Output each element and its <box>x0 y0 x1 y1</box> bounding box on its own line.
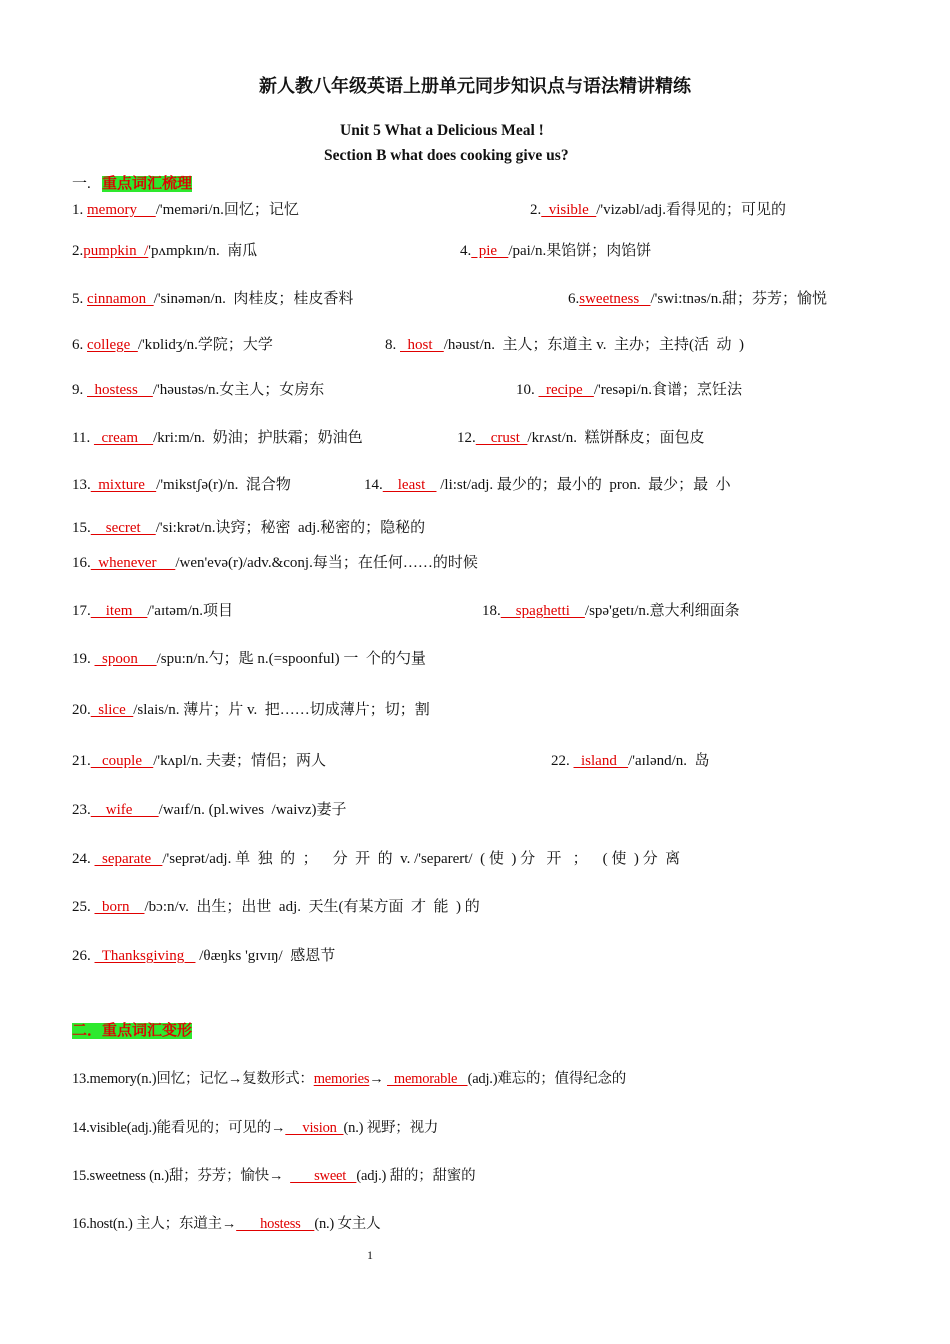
vocab-answer: memory <box>87 202 156 218</box>
section-heading-vocab <box>72 172 192 193</box>
form-prompt: 15.sweetness (n.)甜；芬芳；愉快→ <box>72 1168 291 1184</box>
vocab-answer: cream <box>93 430 154 446</box>
vocab-definition: /waɪf/n. (pl.wives /waivz)妻子 <box>158 802 347 818</box>
vocab-number: 18. <box>482 603 501 619</box>
vocab-item <box>72 239 257 260</box>
section-title: Section B what does cooking give us? <box>324 147 569 164</box>
vocab-answer: cinnamon <box>87 291 154 307</box>
vocab-definition: /θæŋks 'gɪvɪŋ/ 感恩节 <box>195 948 336 964</box>
vocab-answer: separate <box>94 851 163 867</box>
vocab-definition: /'kʌpl/n. 夫妻；情侣；两人 <box>153 753 326 769</box>
vocab-answer: pumpkin / <box>83 243 149 259</box>
vocab-item <box>72 847 680 868</box>
vocab-number: 16. <box>72 555 91 571</box>
vocab-item <box>72 198 299 219</box>
vocab-item <box>516 378 742 399</box>
form-answer: hostess <box>236 1216 315 1232</box>
vocab-answer: island <box>573 753 629 769</box>
vocab-definition: /pai/n.果馅饼；肉馅饼 <box>508 243 652 259</box>
page-number: 1 <box>367 1248 373 1262</box>
vocab-item <box>72 516 425 537</box>
vocab-answer: recipe <box>538 382 594 398</box>
vocab-answer: slice <box>90 702 134 718</box>
vocab-item <box>385 333 744 354</box>
word-form-item <box>72 1067 626 1088</box>
vocab-item <box>72 378 324 399</box>
vocab-number: 5. <box>72 291 87 307</box>
form-definition: (adj.) 甜的；甜蜜的 <box>356 1168 476 1184</box>
vocab-number: 10. <box>516 382 539 398</box>
vocab-answer: college <box>87 337 138 353</box>
vocab-item <box>72 287 353 308</box>
vocab-answer: mixture <box>90 477 157 493</box>
vocab-item <box>530 198 786 219</box>
vocab-definition: /'seprət/adj. 单 独 的 ； 分 开 的 v. /'separert/ ( 使 ) 分 开 ； ( 使 ) 分 离 <box>162 851 681 867</box>
vocab-definition: /'aɪlənd/n. 岛 <box>628 753 710 769</box>
word-form-item <box>72 1212 380 1233</box>
vocab-answer: pie <box>471 243 509 259</box>
vocab-item <box>568 287 827 308</box>
vocab-answer: Thanksgiving <box>94 948 196 964</box>
vocab-answer: spaghetti <box>500 603 585 619</box>
vocab-item <box>457 426 705 447</box>
vocab-answer: hostess <box>87 382 153 398</box>
vocab-number: 2. <box>530 202 542 218</box>
word-form-item <box>72 1164 475 1185</box>
vocab-number: 9. <box>72 382 87 398</box>
vocab-item <box>72 333 273 354</box>
vocab-number: 4. <box>460 243 472 259</box>
form-arrow: → <box>369 1071 388 1087</box>
vocab-item <box>72 473 291 494</box>
vocab-definition: /spə'getɪ/n.意大利细面条 <box>584 603 740 619</box>
vocab-definition: /'mikstʃə(r)/n. 混合物 <box>156 477 291 493</box>
vocab-definition: /'swi:tnəs/n.甜；芬芳；愉悦 <box>650 291 827 307</box>
vocab-item <box>72 698 430 719</box>
vocab-number: 24. <box>72 851 95 867</box>
vocab-number: 13. <box>72 477 91 493</box>
vocab-answer: secret <box>90 520 156 536</box>
vocab-item <box>72 599 233 620</box>
form-definition: (n.) 视野；视力 <box>343 1120 439 1136</box>
form-answer: memories <box>313 1071 370 1087</box>
vocab-item <box>551 749 710 770</box>
vocab-number: 22. <box>551 753 574 769</box>
vocab-answer: wife <box>90 802 159 818</box>
vocab-answer: least <box>382 477 437 493</box>
vocab-number: 15. <box>72 520 91 536</box>
vocab-number: 17. <box>72 603 91 619</box>
vocab-definition: /wen'evə(r)/adv.&conj.每当；在任何……的时候 <box>175 555 478 571</box>
vocab-answer: couple <box>90 753 154 769</box>
form-answer: memorable <box>387 1071 468 1087</box>
document-title: 新人教八年级英语上册单元同步知识点与语法精讲精练 <box>259 76 691 96</box>
vocab-number: 6. <box>72 337 87 353</box>
vocab-number: 6. <box>568 291 580 307</box>
vocab-item <box>72 551 478 572</box>
vocab-definition: /'meməri/n.回忆；记忆 <box>155 202 299 218</box>
form-definition: (adj.)难忘的；值得纪念的 <box>467 1071 627 1087</box>
vocab-definition: /'sinəmən/n. 肉桂皮；桂皮香料 <box>153 291 354 307</box>
vocab-answer: born <box>94 899 145 915</box>
vocab-number: 20. <box>72 702 91 718</box>
vocab-item <box>72 895 480 916</box>
vocab-item <box>460 239 651 260</box>
vocab-definition: /krʌst/n. 糕饼酥皮；面包皮 <box>527 430 705 446</box>
vocab-answer: whenever <box>90 555 176 571</box>
vocab-definition: /kri:m/n. 奶油；护肤霜；奶油色 <box>153 430 363 446</box>
vocab-definition: /'aɪtəm/n.项目 <box>147 603 234 619</box>
section-heading-forms <box>72 1019 192 1040</box>
vocab-answer: spoon <box>94 651 157 667</box>
vocab-number: 25. <box>72 899 95 915</box>
vocab-item <box>482 599 740 620</box>
vocab-number: 1. <box>72 202 87 218</box>
vocab-number: 2. <box>72 243 84 259</box>
section-label: 二．重点词汇变形 <box>72 1023 193 1039</box>
form-prompt: 14.visible(adj.)能看见的；可见的→ <box>72 1120 286 1136</box>
vocab-definition: /slais/n. 薄片；片 v. 把……切成薄片；切；割 <box>133 702 430 718</box>
vocab-answer: crust <box>475 430 528 446</box>
vocab-item <box>72 944 335 965</box>
vocab-definition: /'vizəbl/adj.看得见的；可见的 <box>596 202 787 218</box>
vocab-item <box>72 749 326 770</box>
vocab-number: 8. <box>385 337 400 353</box>
section-number: 一. <box>72 176 91 192</box>
vocab-definition: /li:st/adj. 最少的；最小的 pron. 最少；最 小 <box>436 477 731 493</box>
vocab-number: 12. <box>457 430 476 446</box>
vocab-definition: 'pʌmpkɪn/n. 南瓜 <box>148 243 258 259</box>
word-form-item <box>72 1116 438 1137</box>
vocab-definition: /'həustəs/n.女主人；女房东 <box>152 382 325 398</box>
vocab-answer: sweetness <box>579 291 651 307</box>
form-prompt: 13.memory(n.)回忆；记忆→复数形式： <box>72 1071 314 1087</box>
vocab-answer: visible <box>541 202 597 218</box>
vocab-definition: /'resəpi/n.食谱；烹饪法 <box>593 382 742 398</box>
vocab-definition: /bɔ:n/v. 出生；出世 adj. 天生(有某方面 才 能 ) 的 <box>144 899 480 915</box>
vocab-number: 19. <box>72 651 95 667</box>
vocab-answer: host <box>400 337 444 353</box>
vocab-number: 21. <box>72 753 91 769</box>
vocab-item <box>72 426 363 447</box>
form-answer: vision <box>285 1120 344 1136</box>
vocab-definition: /'kɒlidʒ/n.学院；大学 <box>137 337 273 353</box>
section-label: 重点词汇梳理 <box>102 176 193 192</box>
vocab-number: 26. <box>72 948 95 964</box>
vocab-item <box>72 647 426 668</box>
vocab-number: 11. <box>72 430 94 446</box>
vocab-definition: /həust/n. 主人；东道主 v. 主办；主持(活 动 ) <box>443 337 745 353</box>
vocab-definition: /spu:n/n.勺；匙 n.(=spoonful) 一 个的勺量 <box>156 651 426 667</box>
form-answer: sweet <box>290 1168 357 1184</box>
vocab-definition: /'si:krət/n.诀窍；秘密 adj.秘密的；隐秘的 <box>155 520 426 536</box>
vocab-number: 14. <box>364 477 383 493</box>
vocab-number: 23. <box>72 802 91 818</box>
vocab-item <box>72 798 347 819</box>
form-definition: (n.) 女主人 <box>314 1216 381 1232</box>
vocab-answer: item <box>90 603 148 619</box>
form-prompt: 16.host(n.) 主人；东道主→ <box>72 1216 237 1232</box>
vocab-item <box>364 473 731 494</box>
unit-title: Unit 5 What a Delicious Meal ! <box>340 122 544 139</box>
